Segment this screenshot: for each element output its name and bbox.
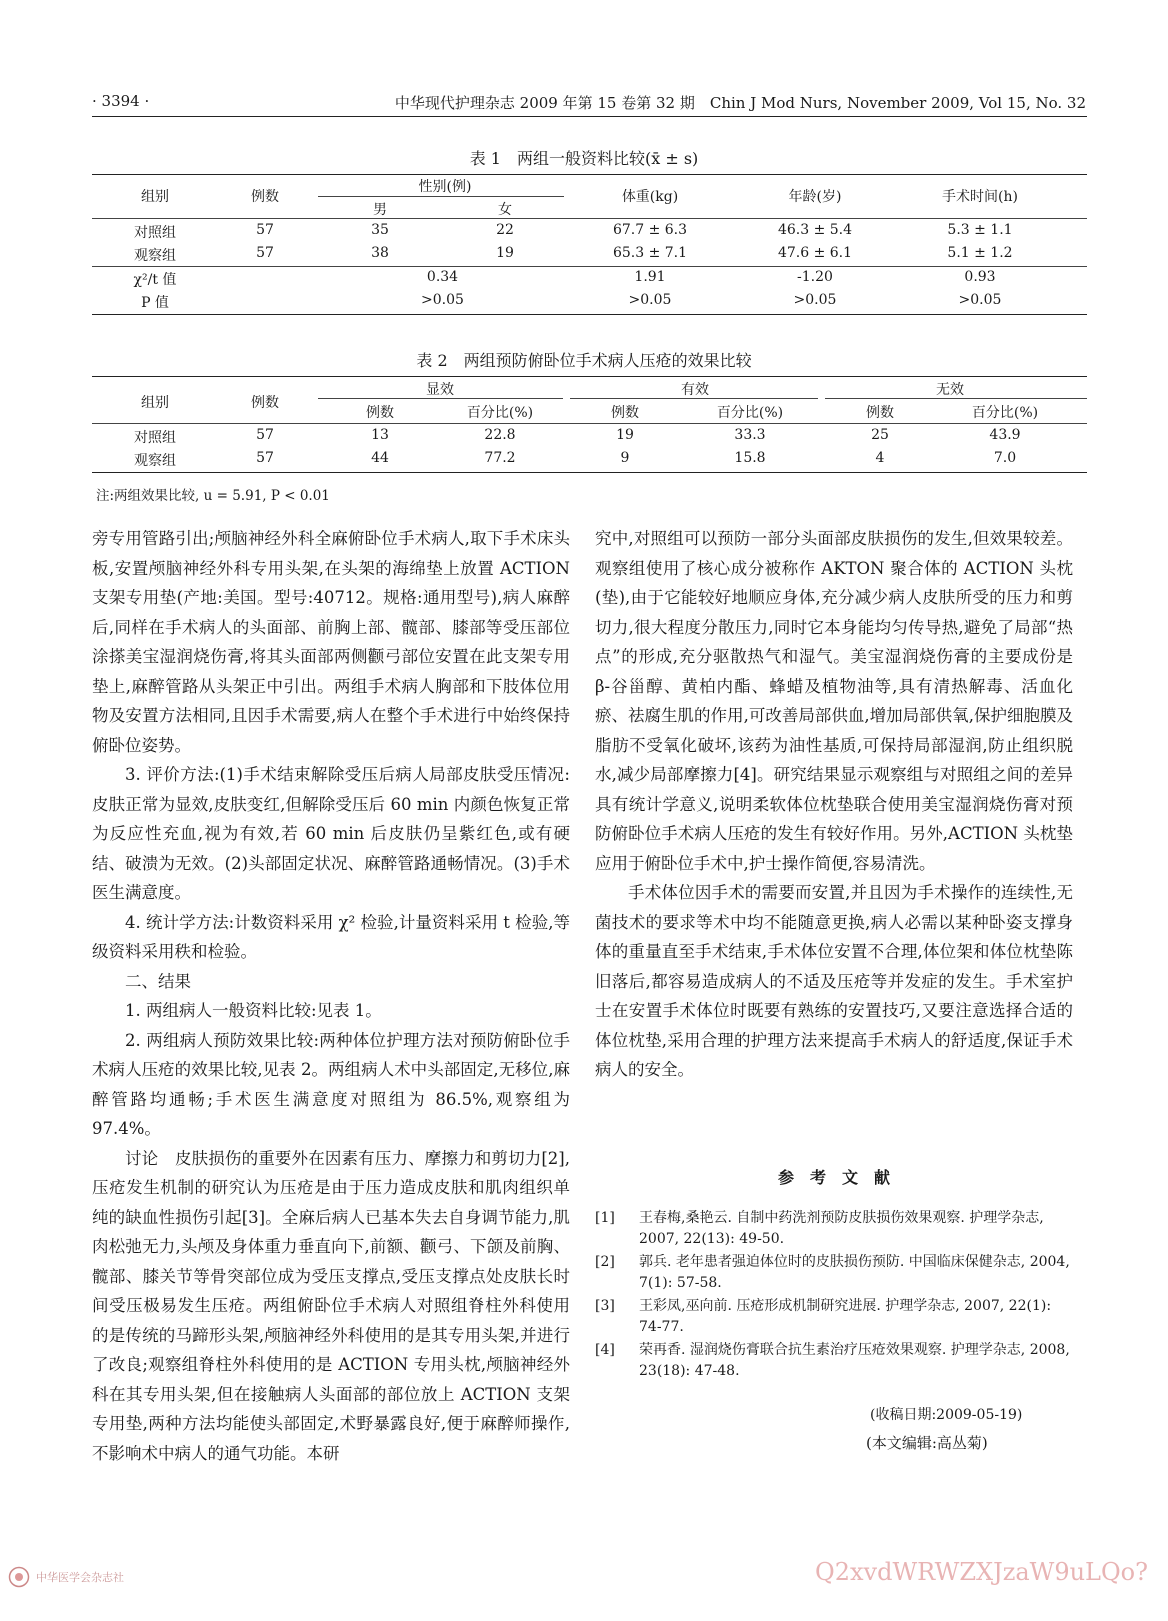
t1-r1-female: 19	[496, 245, 514, 261]
t2-h-group: 组别	[141, 395, 169, 411]
table2-caption: 表 2 两组预防俯卧位手术病人压疮的效果比较	[416, 351, 752, 370]
left-para-2: 3. 评价方法:(1)手术结束解除受压后病人局部皮肤受压情况:皮肤正常为显效,皮肤变红,但解除受压后 60 min 内颜色恢复正常为反应性充血,视为有效,若 60 min 后皮肤仍呈紫红色,或有硬结、破溃为无效。(2)头部固定状况、麻醉管路通畅情况。(3)手术医生满意度。	[92, 765, 570, 902]
t1-r3-age: >0.05	[793, 292, 837, 308]
reference-text: 王彩凤,巫向前. 压疮形成机制研究进展. 护理学杂志, 2007, 22(1): 74-77.	[639, 1298, 1052, 1335]
t1-r3-optime: >0.05	[958, 292, 1002, 308]
t1-r1-n: 57	[256, 245, 274, 261]
t1-h-female: 女	[498, 202, 512, 218]
t1-r0-male: 35	[371, 222, 389, 238]
left-para-1: 旁专用管路引出;颅脑神经外科全麻俯卧位手术病人,取下手术床头板,安置颅脑神经外科专用头架,在头架的海绵垫上放置 ACTION 支架专用垫(产地:美国。型号:40712。规格:通用型号),病人麻醉后,同样在手术病人的头面部、前胸上部、髋部、膝部等受压部位涂搽美宝湿润烧伤膏,将其头面部两侧颧弓部位安置在此支架专用垫上,麻醉管路从头架正中引出。两组手术病人胸部和下肢体位用物及安置方法相同,且因手术需要,病人在整个手术进行中始终保持俯卧位姿势。	[92, 529, 570, 755]
t1-r2-optime: 0.93	[964, 269, 996, 285]
journal-header: 中华现代护理杂志 2009 年第 15 卷第 32 期 Chin J Mod Nurs, November 2009, Vol 15, No. 32	[394, 94, 1086, 112]
results-heading: 二、结果	[125, 971, 191, 991]
t2-r1-group: 观察组	[134, 453, 176, 469]
reference-text: 郭兵. 老年患者强迫体位时的皮肤损伤预防. 中国临床保健杂志, 2004, 7(1): 57-58.	[639, 1254, 1070, 1291]
t1-r0-female: 22	[496, 222, 514, 238]
t2-r1-e-n: 9	[620, 450, 630, 466]
t1-r2-group: χ²/t 值	[133, 272, 177, 288]
received-date: (收稿日期:2009-05-19)	[870, 1407, 1023, 1423]
t2-h-n: 例数	[251, 395, 279, 411]
t1-r0-group: 对照组	[134, 225, 176, 241]
editor-credit: (本文编辑:高丛菊)	[866, 1434, 988, 1452]
t2-r1-m-p: 77.2	[484, 450, 516, 466]
t1-r2-sex: 0.34	[426, 269, 459, 285]
t1-r2-weight: 1.91	[634, 269, 666, 285]
t1-r0-optime: 5.3 ± 1.1	[947, 222, 1013, 238]
left-para-5: 1. 两组病人一般资料比较:见表 1。	[125, 1001, 382, 1020]
t2-r1-m-n: 44	[371, 450, 389, 466]
t1-r1-optime: 5.1 ± 1.2	[947, 245, 1013, 261]
t2-h-e-percent: 百分比(%)	[716, 405, 784, 421]
t1-r1-age: 47.6 ± 6.1	[777, 245, 853, 261]
reference-text: 荣再香. 湿润烧伤膏联合抗生素治疗压疮效果观察. 护理学杂志, 2008, 23(18): 47-48.	[639, 1342, 1070, 1379]
t2-r1-x-n: 4	[875, 450, 885, 466]
t2-h-effective: 有效	[681, 382, 709, 398]
right-para-1: 究中,对照组可以预防一部分头面部皮肤损伤的发生,但效果较差。观察组使用了核心成分被称作 AKTON 聚合体的 ACTION 头枕(垫),由于它能较好地顺应身体,充分减少病人皮肤所受的压力和剪切力,很大程度分散压力,同时它本身能均匀传导热,避免了局部“热点”的形成,充分驱散热气和湿气。美宝湿润烧伤膏的主要成份是 β-谷甾醇、黄柏内酯、蜂蜡及植物油等,具有清热解毒、活血化瘀、祛腐生肌的作用,可改善局部供血,增加局部供氧,保护细胞膜及脂肪不受氧化破坏,该药为油性基质,可保持局部湿润,防止组织脱水,减少局部摩擦力[4]。研究结果显示观察组与对照组之间的差异具有统计学意义,说明柔软体位枕垫联合使用美宝湿润烧伤膏对预防俯卧位手术病人压疮的发生有较好作用。另外,ACTION 头枕垫应用于俯卧位手术中,护士操作简便,容易清洗。	[595, 529, 1073, 873]
references-list	[595, 1208, 1073, 1384]
t2-h-x-percent: 百分比(%)	[971, 405, 1039, 421]
t2-r0-e-p: 33.3	[734, 427, 766, 443]
t2-h-x-cases: 例数	[866, 405, 894, 421]
t1-r0-n: 57	[256, 222, 274, 238]
left-column	[92, 524, 570, 1468]
t1-r0-weight: 67.7 ± 6.3	[612, 222, 688, 238]
t2-r0-x-n: 25	[871, 427, 889, 443]
t1-r1-weight: 65.3 ± 7.1	[612, 245, 688, 261]
t2-h-none: 无效	[936, 382, 964, 398]
t2-r0-n: 57	[256, 427, 274, 443]
table1-caption: 表 1 两组一般资料比较(x̄ ± s)	[469, 149, 699, 168]
t2-r1-n: 57	[256, 450, 274, 466]
t1-r0-age: 46.3 ± 5.4	[777, 222, 853, 238]
t2-r0-group: 对照组	[134, 430, 176, 446]
reference-number: [4]	[595, 1342, 615, 1358]
t1-h-group: 组别	[141, 189, 169, 205]
t2-h-m-cases: 例数	[366, 405, 394, 421]
t2-h-marked: 显效	[426, 382, 454, 398]
t1-h-optime: 手术时间(h)	[942, 189, 1018, 205]
left-para-6: 2. 两组病人预防效果比较:两种体位护理方法对预防俯卧位手术病人压疮的效果比较,见表 2。两组病人术中头部固定,无移位,麻醉管路均通畅;手术医生满意度对照组为 86.5%,观察组为 97.4%。	[92, 1030, 570, 1138]
t2-r0-m-p: 22.8	[484, 427, 516, 443]
publisher-name: 中华医学会杂志社	[36, 1571, 124, 1584]
watermark: Q2xvdWRWZXJzaW9uLQo?	[815, 1558, 1148, 1586]
left-para-3: 4. 统计学方法:计数资料采用 χ² 检验,计量资料采用 t 检验,等级资料采用秩和检验。	[92, 912, 570, 961]
table2-note: 注:两组效果比较, u = 5.91, P < 0.01	[96, 488, 330, 504]
t1-h-weight: 体重(kg)	[621, 189, 679, 205]
reference-item	[595, 1208, 1073, 1250]
t2-h-e-cases: 例数	[611, 405, 639, 421]
reference-item	[595, 1296, 1073, 1338]
t2-r0-x-p: 43.9	[989, 427, 1021, 443]
references-title: 参 考 文 献	[777, 1168, 890, 1187]
right-column	[595, 524, 1073, 1085]
t2-h-m-percent: 百分比(%)	[466, 405, 534, 421]
reference-number: [2]	[595, 1254, 615, 1270]
publisher-logo	[8, 1566, 124, 1588]
t2-r1-e-p: 15.8	[734, 450, 766, 466]
t1-r1-group: 观察组	[134, 248, 176, 264]
reference-number: [1]	[595, 1210, 615, 1226]
t1-r3-sex: >0.05	[421, 292, 464, 308]
reference-number: [3]	[595, 1298, 615, 1314]
reference-item	[595, 1340, 1073, 1382]
t2-r0-e-n: 19	[616, 427, 634, 443]
page-number: · 3394 ·	[92, 92, 150, 110]
reference-item	[595, 1252, 1073, 1294]
t2-r1-x-p: 7.0	[993, 450, 1017, 466]
t1-h-age: 年龄(岁)	[788, 189, 842, 205]
t1-r1-male: 38	[371, 245, 389, 261]
t1-r3-group: P 值	[141, 295, 169, 311]
publisher-seal-icon	[8, 1566, 30, 1588]
t1-r2-age: -1.20	[797, 269, 833, 285]
t1-r3-weight: >0.05	[628, 292, 672, 308]
t1-h-n: 例数	[251, 189, 279, 205]
discussion-para: 讨论 皮肤损伤的重要外在因素有压力、摩擦力和剪切力[2],压疮发生机制的研究认为压疮是由于压力造成皮肤和肌肉组织单纯的缺血性损伤引起[3]。全麻后病人已基本失去自身调节能力,肌肉松弛无力,头颅及身体重力垂直向下,前额、颧弓、下颌及前胸、髋部、膝关节等骨突部位成为受压支撑点,受压支撑点处皮肤长时间受压极易发生压疮。两组俯卧位手术病人对照组脊柱外科使用的是传统的马蹄形头架,颅脑神经外科使用的是其专用头架,并进行了改良;观察组脊柱外科使用的是 ACTION 专用头枕,颅脑神经外科在其专用头架,但在接触病人头面部的部位放上 ACTION 支架专用垫,两种方法均能使头部固定,术野暴露良好,便于麻醉师操作,不影响术中病人的通气功能。本研	[92, 1148, 570, 1463]
t1-h-sex: 性别(例)	[418, 179, 472, 195]
t1-h-male: 男	[373, 202, 387, 218]
right-para-2: 手术体位因手术的需要而安置,并且因为手术操作的连续性,无菌技术的要求等术中均不能随意更换,病人必需以某种卧姿支撑身体的重量直至手术结束,手术体位安置不合理,体位架和体位枕垫陈旧落后,都容易造成病人的不适及压疮等并发症的发生。手术室护士在安置手术体位时既要有熟练的安置技巧,又要注意选择合适的体位枕垫,采用合理的护理方法来提高手术病人的舒适度,保证手术病人的安全。	[595, 883, 1073, 1079]
reference-text: 王春梅,桑艳云. 自制中药洗剂预防皮肤损伤效果观察. 护理学杂志, 2007, 22(13): 49-50.	[639, 1210, 1044, 1247]
t2-r0-m-n: 13	[371, 427, 389, 443]
